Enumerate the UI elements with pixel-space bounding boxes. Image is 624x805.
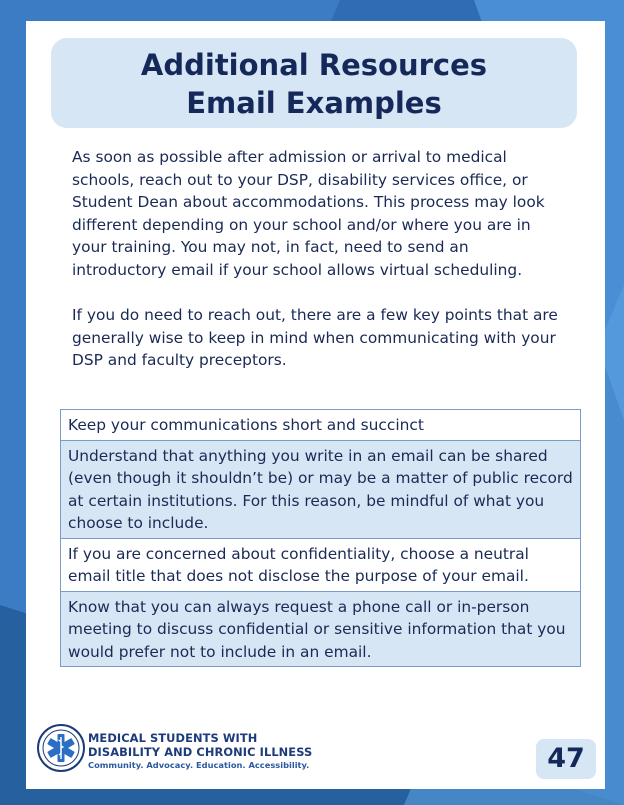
star-of-life-icon <box>37 724 85 772</box>
org-tagline: Community. Advocacy. Education. Accessibility. <box>88 760 310 770</box>
title-line-2: Email Examples <box>186 86 442 120</box>
org-line-1: MEDICAL STUDENTS WITH <box>88 731 258 745</box>
page-number: 47 <box>536 739 596 779</box>
intro-paragraph-2: If you do need to reach out, there are a few key points that are generally wise to keep in mind when communicating with your DSP and faculty preceptors. <box>72 306 558 369</box>
tip-row: Understand that anything you write in an email can be shared (even though it shouldn’t be) or may be a matter of public record at certain institutions. For this reason, be mindful of what you choose to include. <box>61 441 580 539</box>
intro-text <box>72 146 562 395</box>
document-page <box>26 21 605 789</box>
tip-row: If you are concerned about confidentiality, choose a neutral email title that does not disclose the purpose of your email. <box>61 539 580 592</box>
page-title <box>51 38 577 128</box>
organization-name <box>88 732 312 771</box>
tips-table <box>60 409 581 667</box>
tip-row: Keep your communications short and succinct <box>61 410 580 441</box>
title-line-1: Additional Resources <box>140 48 488 82</box>
tip-row: Know that you can always request a phone call or in-person meeting to discuss confidential or sensitive information that you would prefer not to include in an email. <box>61 592 580 667</box>
org-line-2: DISABILITY AND CHRONIC ILLNESS <box>88 744 313 759</box>
intro-paragraph-1: As soon as possible after admission or arrival to medical schools, reach out to your DSP, disability services office, or Student Dean about accommodations. This process may look different depending on your school and/or where you are in your training. You may not, in fact, need to send an introductory email if your school allows virtual scheduling. <box>72 148 545 279</box>
